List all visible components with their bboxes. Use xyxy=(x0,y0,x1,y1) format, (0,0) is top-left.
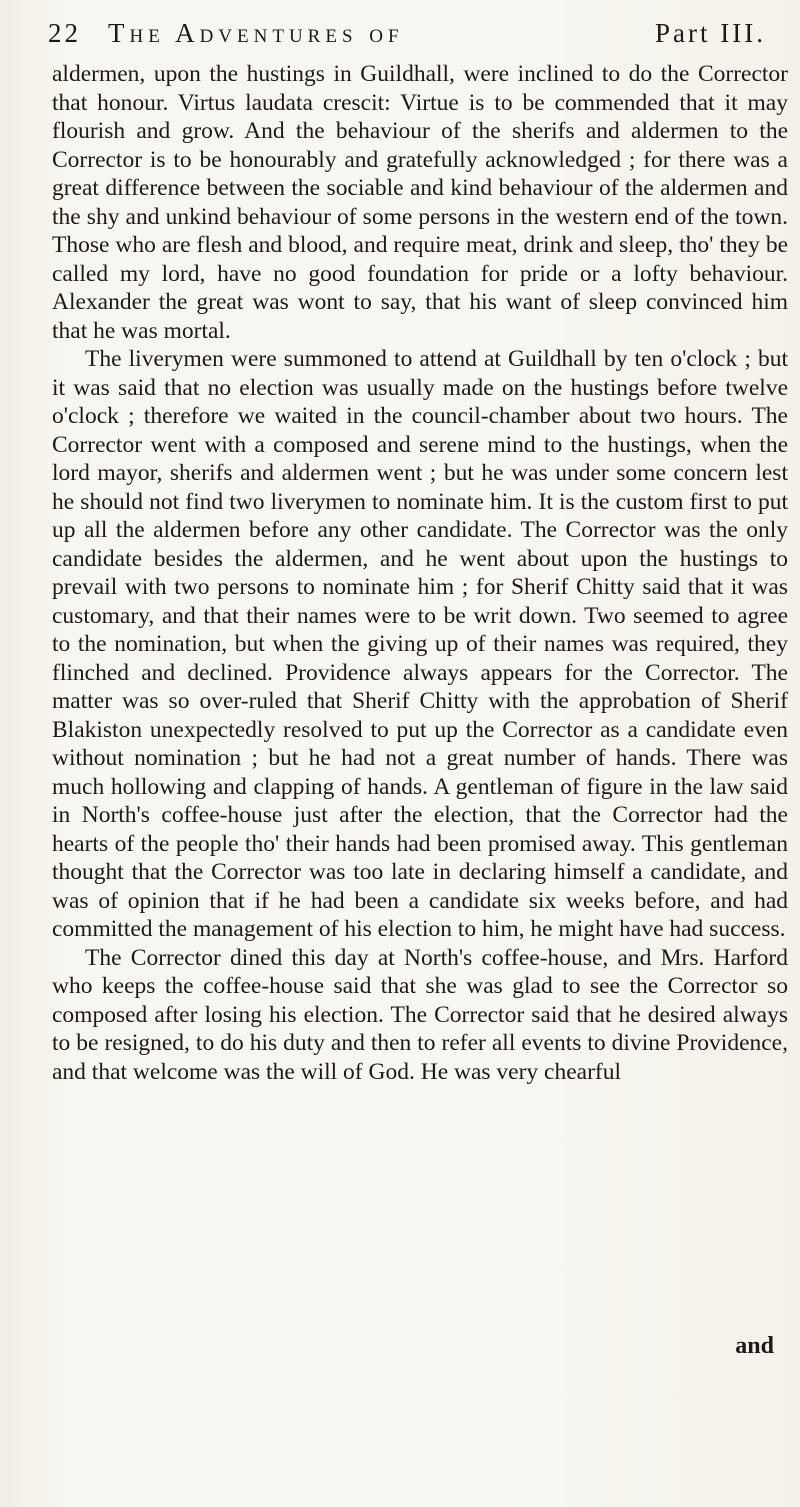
part-label: Part III. xyxy=(655,18,766,48)
paragraph-2: The liverymen were summoned to attend at Guildhall by ten o'clock ; but it was said that no election was usually made on the hustings before twelve o'clock ; therefore we waited in the council-chamber about two hours. The Corrector went with a composed and serene mind to the hustings, when the lord mayor, sherifs and aldermen went ; but he was under some concern lest he should not find two liverymen to nominate him. It is the custom first to put up all the aldermen before any other candidate. The Corrector was the only candidate besides the aldermen, and he went about upon the hustings to prevail with two persons to nominate him ; for Sherif Chitty said that it was customary, and that their names were to be writ down. Two seemed to agree to the nomination, but when the giving up of their names was required, they flinched and declined. Providence always appears for the Corrector. The matter was so over-ruled that Sherif Chitty with the approbation of Sherif Blakiston unexpectedly resolved to put up the Corrector as a candidate even without nomination ; but he had not a great number of hands. There was much hollowing and clapping of hands. A gentleman of figure in the law said in North's coffee-house just after the election, that the Corrector had the hearts of the people tho' their hands had been promised away. This gentleman thought that the Corrector was too late in declaring himself a candidate, and was of opinion that if he had been a candidate six weeks before, and had committed the management of his election to him, he might have had success. xyxy=(52,346,788,942)
body-text xyxy=(52,60,788,1086)
paragraph-1: aldermen, upon the hustings in Guildhall, were inclined to do the Corrector that honour. Virtus laudata crescit: Virtue is to be commended that it may flourish and grow. And the behaviour of the sherifs and aldermen to the Corrector is to be honourably and gratefully acknowledged ; for there was a great difference between the sociable and kind behaviour of the aldermen and the shy and unkind behaviour of some persons in the western end of the town. Those who are flesh and blood, and require meat, drink and sleep, tho' they be called my lord, have no good foundation for pride or a lofty behaviour. Alexander the great was wont to say, that his want of sleep convinced him that he was mortal. xyxy=(52,61,788,344)
catchword: and xyxy=(735,1333,774,1359)
running-header xyxy=(48,18,766,58)
paragraph-3: The Corrector dined this day at North's coffee-house, and Mrs. Harford who keeps the coffee-house said that she was glad to see the Corrector so composed after losing his election. The Corrector said that he desired always to be resigned, to do his duty and then to refer all events to divine Providence, and that welcome was the will of God. He was very chearful xyxy=(52,944,788,1085)
running-title: The Adventures of xyxy=(108,18,404,48)
page-number: 22 xyxy=(48,18,81,48)
